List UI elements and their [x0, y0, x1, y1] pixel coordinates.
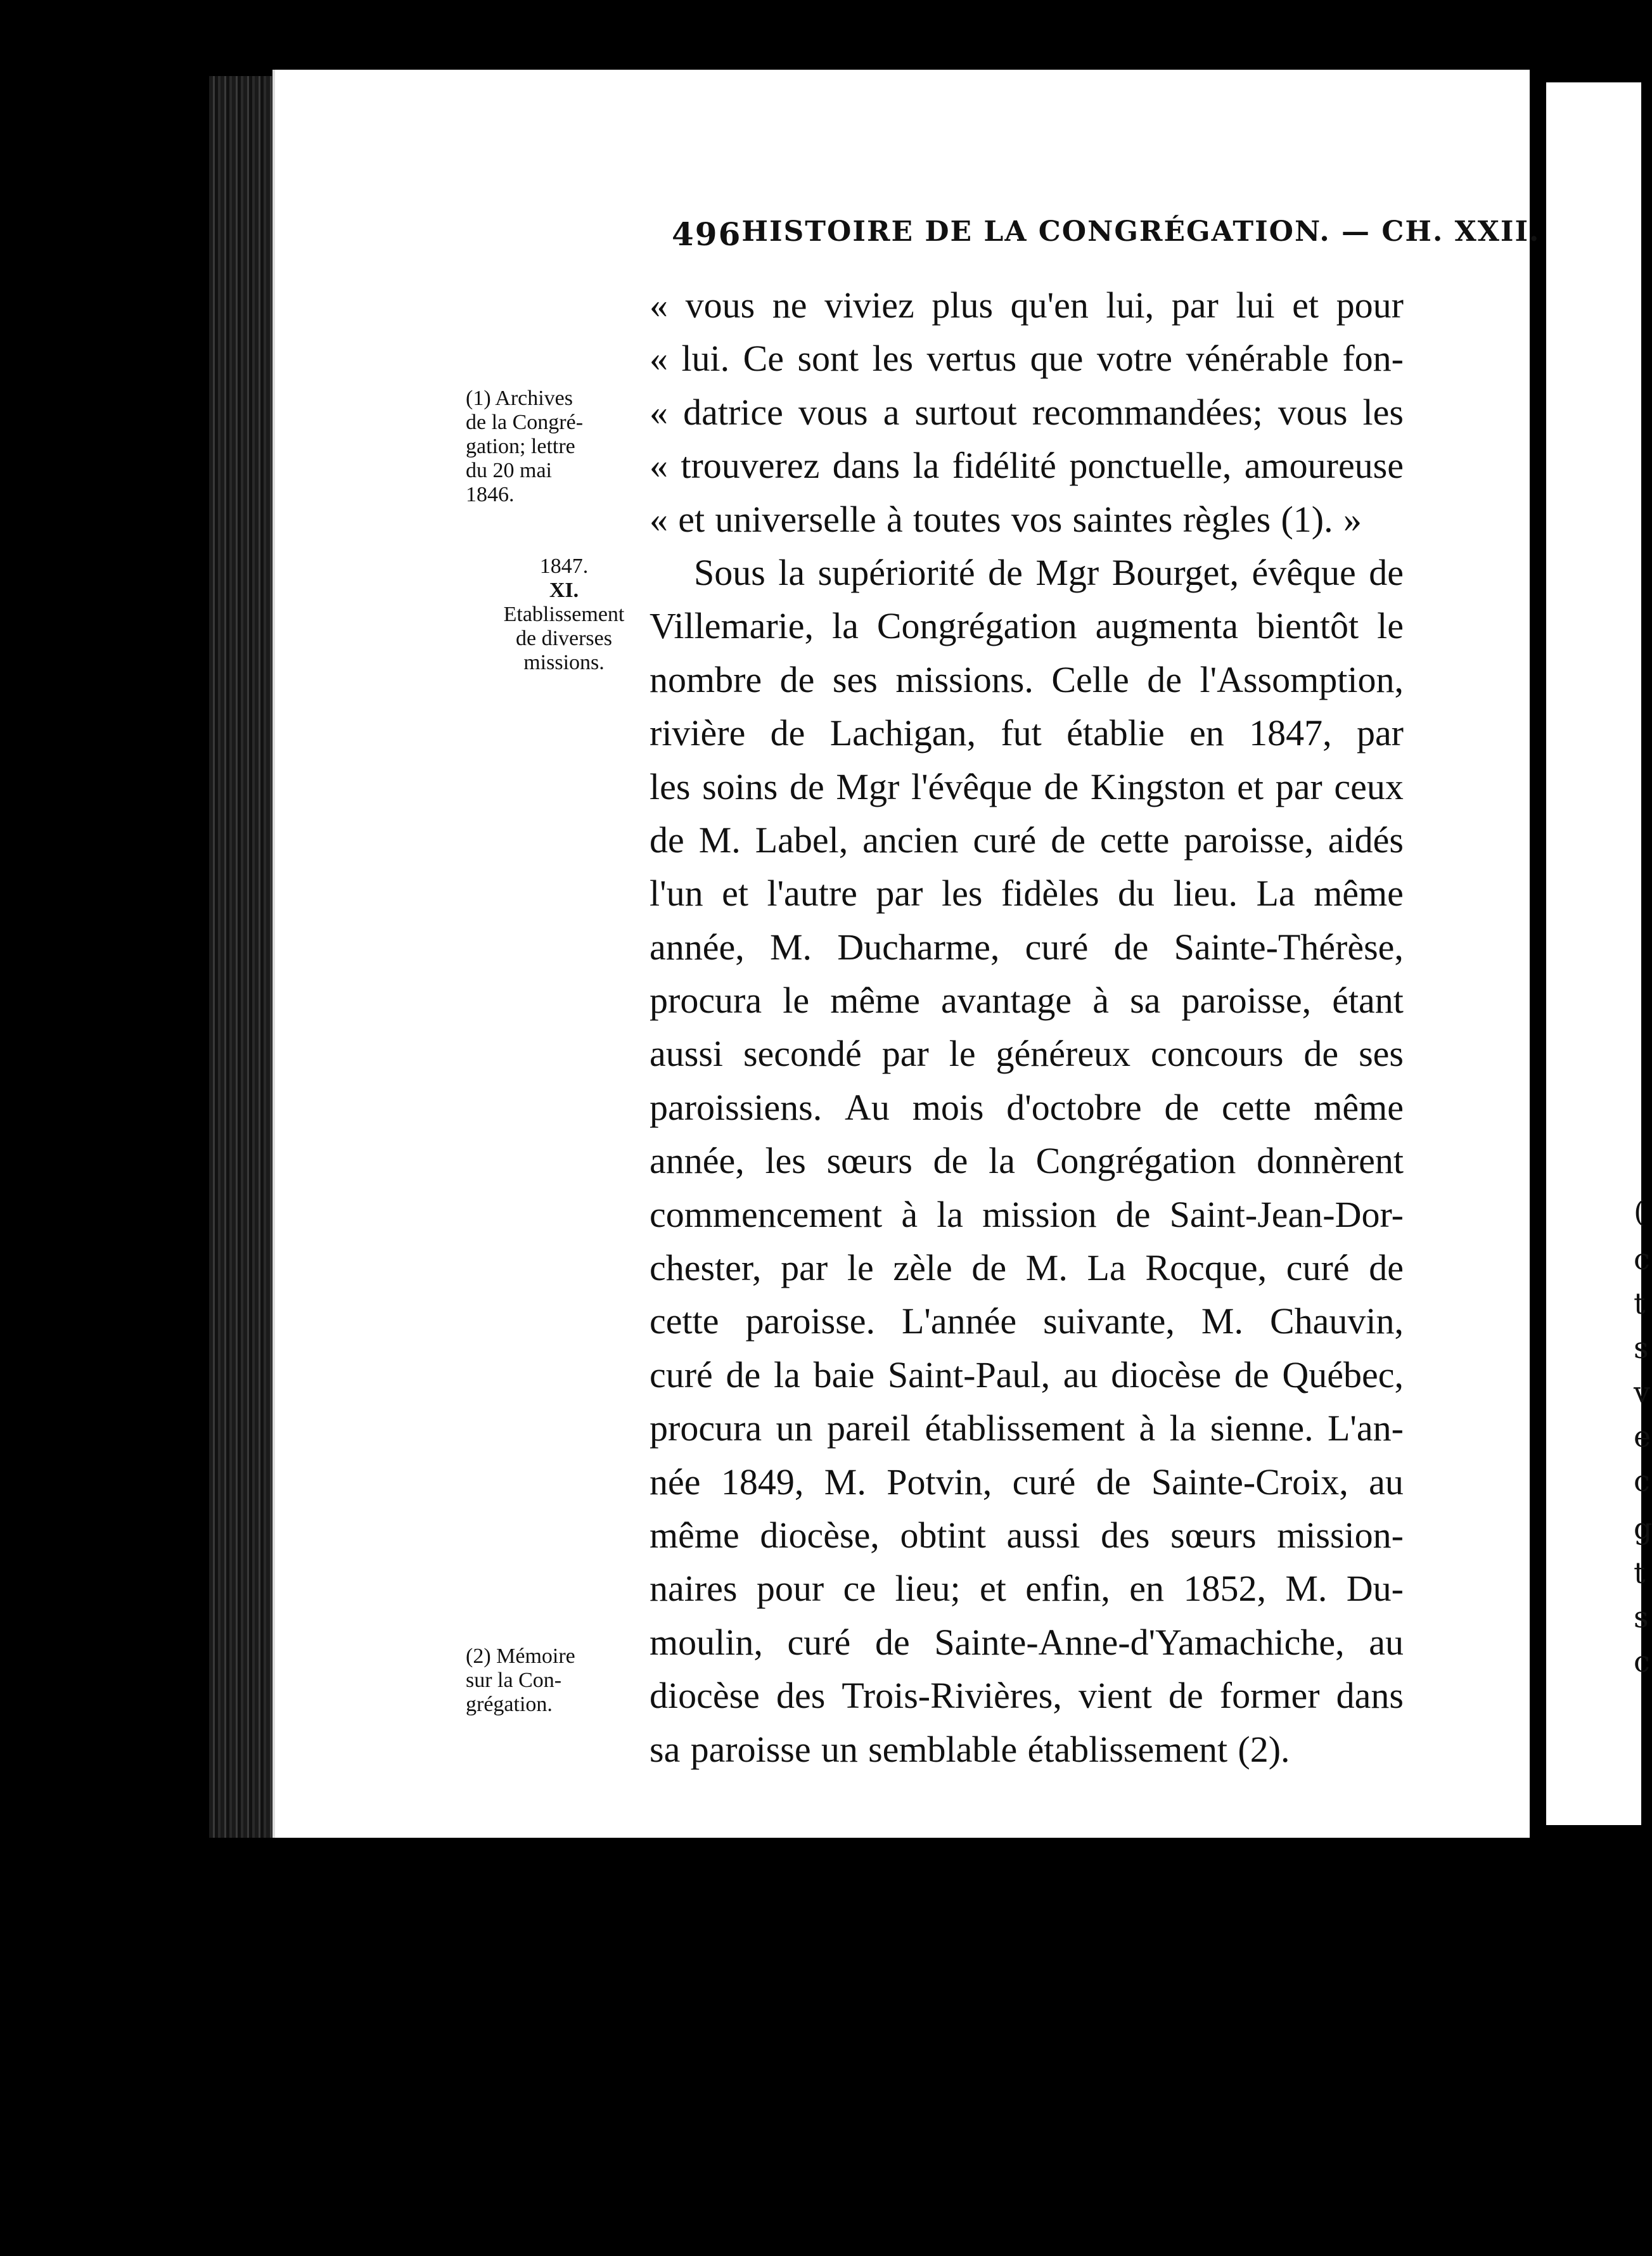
- text-line: paroissiens. Au mois d'octobre de cette même: [650, 1086, 1404, 1128]
- text-line: Sous la supériorité de Mgr Bourget, évêque de: [694, 551, 1404, 593]
- text-line: de M. Label, ancien curé de cette paroisse, aidés: [650, 819, 1404, 861]
- text-line: procura le même avantage à sa paroisse, étant: [650, 980, 1404, 1022]
- facing-page-letter: (: [1634, 1195, 1645, 1229]
- text-line: « trouverez dans la fidélité ponctuelle, amoureuse: [650, 445, 1404, 487]
- facing-page-letter: t: [1634, 1556, 1646, 1590]
- text-line: cette paroisse. L'année suivante, M. Chauvin,: [650, 1300, 1404, 1342]
- margin-note-line: Etablissement: [503, 603, 625, 626]
- margin-note-line: gation; lettre: [466, 435, 575, 458]
- text-line: procura un pareil établissement à la sienne. L'an-: [650, 1407, 1404, 1449]
- text-line: moulin, curé de Sainte-Anne-d'Yamachiche, au: [650, 1621, 1404, 1663]
- running-head: [672, 215, 1540, 253]
- text-line: aussi secondé par le généreux concours de ses: [650, 1033, 1404, 1075]
- text-line: « lui. Ce sont les vertus que votre vénérable fon-: [650, 338, 1404, 380]
- facing-page-letter: c: [1634, 1242, 1650, 1276]
- text-line: l'un et l'autre par les fidèles du lieu. La même: [650, 873, 1404, 914]
- text-line: curé de la baie Saint-Paul, au diocèse de Québec,: [650, 1354, 1404, 1395]
- text-line: commencement à la mission de Saint-Jean-Dor-: [650, 1193, 1404, 1235]
- margin-note-line: sur la Con-: [466, 1669, 562, 1692]
- body-text: [650, 279, 1404, 1776]
- text-line: année, les sœurs de la Congrégation donnèrent: [650, 1140, 1404, 1182]
- paragraph-container: [650, 279, 1404, 1776]
- margin-note-line: de la Congré-: [466, 411, 584, 434]
- text-line: les soins de Mgr l'évêque de Kingston et par ceux: [650, 766, 1404, 807]
- text-line: même diocèse, obtint aussi des sœurs mission-: [650, 1514, 1404, 1556]
- text-line: chester, par le zèle de M. La Rocque, curé de: [650, 1247, 1404, 1289]
- margin-note-line: de diverses: [515, 627, 612, 650]
- margin-note-line: (1) Archives: [466, 387, 573, 410]
- margin-note-memoire: [466, 1644, 631, 1717]
- facing-page-edge: [1546, 82, 1641, 1825]
- page-number: 496: [672, 215, 742, 253]
- facing-page-letter: t: [1634, 1286, 1646, 1321]
- text-line: diocèse des Trois-Rivières, vient de former dans: [650, 1675, 1404, 1717]
- margin-note-line: 1846.: [466, 483, 515, 506]
- text-line: « datrice vous a surtout recommandées; vous les: [650, 391, 1404, 433]
- margin-note-line: grégation.: [466, 1693, 553, 1716]
- facing-page-letter: e: [1634, 1420, 1651, 1454]
- facing-page-letter: s: [1634, 1331, 1649, 1365]
- text-line: naires pour ce lieu; et enfin, en 1852, M. Du-: [650, 1568, 1404, 1610]
- margin-note-line: missions.: [523, 651, 605, 674]
- margin-note-archives: [466, 387, 650, 507]
- text-line: Villemarie, la Congrégation augmenta bientôt le: [650, 605, 1404, 647]
- text-line: « vous ne viviez plus qu'en lui, par lui et pour: [650, 285, 1404, 326]
- facing-page-letter: g: [1634, 1511, 1652, 1546]
- text-line: rivière de Lachigan, fut établie en 1847, par: [650, 712, 1404, 754]
- margin-note-section: [488, 554, 640, 675]
- running-title: HISTOIRE DE LA CONGRÉGATION. — CH. XXII.: [741, 215, 1540, 248]
- facing-page-letter: c: [1634, 1644, 1650, 1679]
- text-line: nombre de ses missions. Celle de l'Assomption,: [650, 658, 1404, 700]
- facing-page-letter: s: [1634, 1600, 1649, 1634]
- margin-note-line: XI.: [549, 579, 579, 602]
- book-page-edges: [209, 76, 272, 1838]
- margin-note-line: 1847.: [539, 554, 589, 578]
- text-line: année, M. Ducharme, curé de Sainte-Thérèse,: [650, 926, 1404, 968]
- facing-page-letter: v: [1634, 1375, 1650, 1409]
- margin-note-line: (2) Mémoire: [466, 1644, 575, 1668]
- facing-page-letter: c: [1634, 1464, 1650, 1498]
- text-line: sa paroisse un semblable établissement (2).: [650, 1728, 1290, 1770]
- text-line: née 1849, M. Potvin, curé de Sainte-Croix, au: [650, 1461, 1404, 1503]
- margin-note-line: du 20 mai: [466, 459, 552, 482]
- text-line: « et universelle à toutes vos saintes règles (1). »: [650, 498, 1362, 540]
